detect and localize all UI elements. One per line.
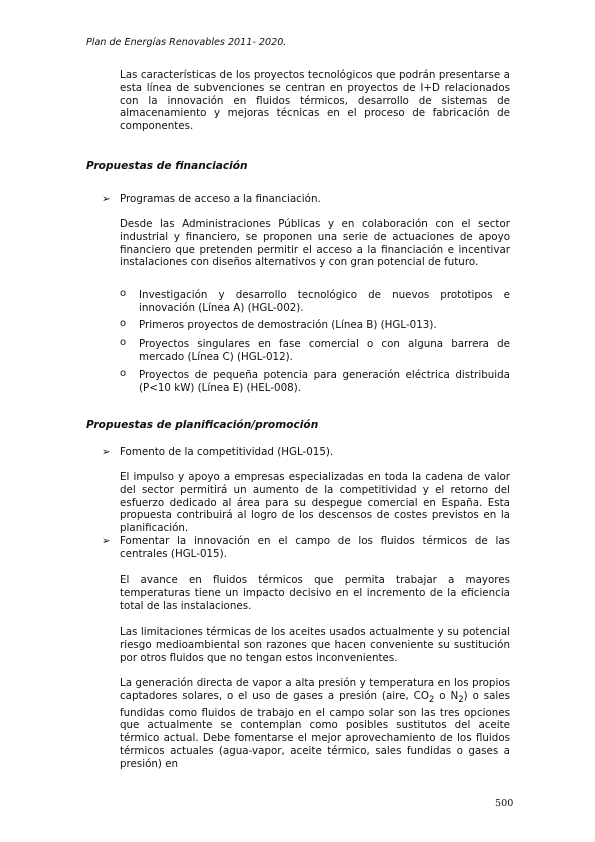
circle-bullet-icon: o <box>120 288 127 299</box>
fluidos-paragraph-2: Las limitaciones térmicas de los aceites usados actualmente y su potencial riesgo medioambiental son razones que hacen conveniente su sustitución por otros fluidos que no tengan estos inconvenientes. <box>120 626 510 664</box>
arrow-item-innovacion-fluidos <box>102 535 510 561</box>
arrow-bullet-icon: ➢ <box>102 446 111 458</box>
arrow-item-programas <box>102 193 510 206</box>
bullet-item-linea-b <box>120 319 510 332</box>
bullet-item-linea-e <box>120 369 510 395</box>
circle-bullet-icon: o <box>120 337 127 348</box>
arrow-item-text: Fomentar la innovación en el campo de los fluidos térmicos de las centrales (HGL-015). <box>120 535 510 560</box>
subscript-text: 2 <box>458 694 464 705</box>
fluidos-paragraph-1: El avance en fluidos térmicos que permita trabajar a mayores temperaturas tiene un impacto decisivo en el incremento de la eficiencia total de las instalaciones. <box>120 574 510 612</box>
bullet-item-linea-c <box>120 338 510 364</box>
circle-bullet-icon: o <box>120 368 127 379</box>
arrow-item-text: Programas de acceso a la financiación. <box>120 193 321 205</box>
competitividad-paragraph: El impulso y apoyo a empresas especializadas en toda la cadena de valor del sector permitirá un aumento de la competitividad y el retorno del esfuerzo dedicado al área para su despegue comercial en España. Esta propuesta contribuirá al logro de los descensos de costes previstos en la planificación. <box>120 471 510 535</box>
subscript-text: 2 <box>428 694 435 705</box>
financiacion-paragraph: Desde las Administraciones Públicas y en colaboración con el sector industrial y financiero, se proponen una serie de actuaciones de apoyo financiero que pretenden permitir el acceso a la financiación e incentivar instalaciones con diseños alternativos y con gran potencial de futuro. <box>120 218 510 269</box>
fluidos-paragraph-3 <box>120 677 510 771</box>
arrow-bullet-icon: ➢ <box>102 193 111 205</box>
bullet-item-text: Primeros proyectos de demostración (Línea B) (HGL-013). <box>139 319 437 331</box>
running-header: Plan de Energías Renovables 2011- 2020. <box>86 37 287 48</box>
page-number: 500 <box>495 798 514 809</box>
intro-paragraph: Las características de los proyectos tecnológicos que podrán presentarse a esta línea de subvenciones se centran en proyectos de I+D relacionados con la innovación en fluidos térmicos, desarrollo de sistemas de almacenamiento y mejoras técnicas en el proceso de fabricación de componentes. <box>120 69 510 133</box>
heading-planificacion: Propuestas de planificación/promoción <box>86 419 319 431</box>
bullet-item-text: Proyectos singulares en fase comercial o con alguna barrera de mercado (Línea C) (HGL-012). <box>139 338 510 363</box>
bullet-item-text: Investigación y desarrollo tecnológico de nuevos prototipos e innovación (Línea A) (HGL-002). <box>139 289 510 314</box>
paragraph-text-part: La generación directa de vapor a alta presión y temperatura en los propios captadores solares, o el uso de gases a presión (aire, CO <box>120 677 510 702</box>
paragraph-text-part: o N <box>434 689 459 702</box>
paragraph-text-part: ) o sales fundidas como fluidos de trabajo en el campo solar son las tres opciones que actualmente se contemplan como posibles sustitutos del aceite térmico actual. Debe fomentarse el mejor aprovechamiento de los fluidos térmicos actuales (agua-vapor, aceite térmico, sales fundidas o gases a presión) en <box>120 689 510 770</box>
bullet-item-text: Proyectos de pequeña potencia para generación eléctrica distribuida (P<10 kW) (Línea E) (HEL-008). <box>139 369 510 394</box>
arrow-item-text: Fomento de la competitividad (HGL-015). <box>120 446 334 458</box>
circle-bullet-icon: o <box>120 318 127 329</box>
heading-financiacion: Propuestas de financiación <box>86 160 248 172</box>
arrow-bullet-icon: ➢ <box>102 535 111 547</box>
arrow-item-competitividad <box>102 446 510 459</box>
bullet-item-linea-a <box>120 289 510 315</box>
